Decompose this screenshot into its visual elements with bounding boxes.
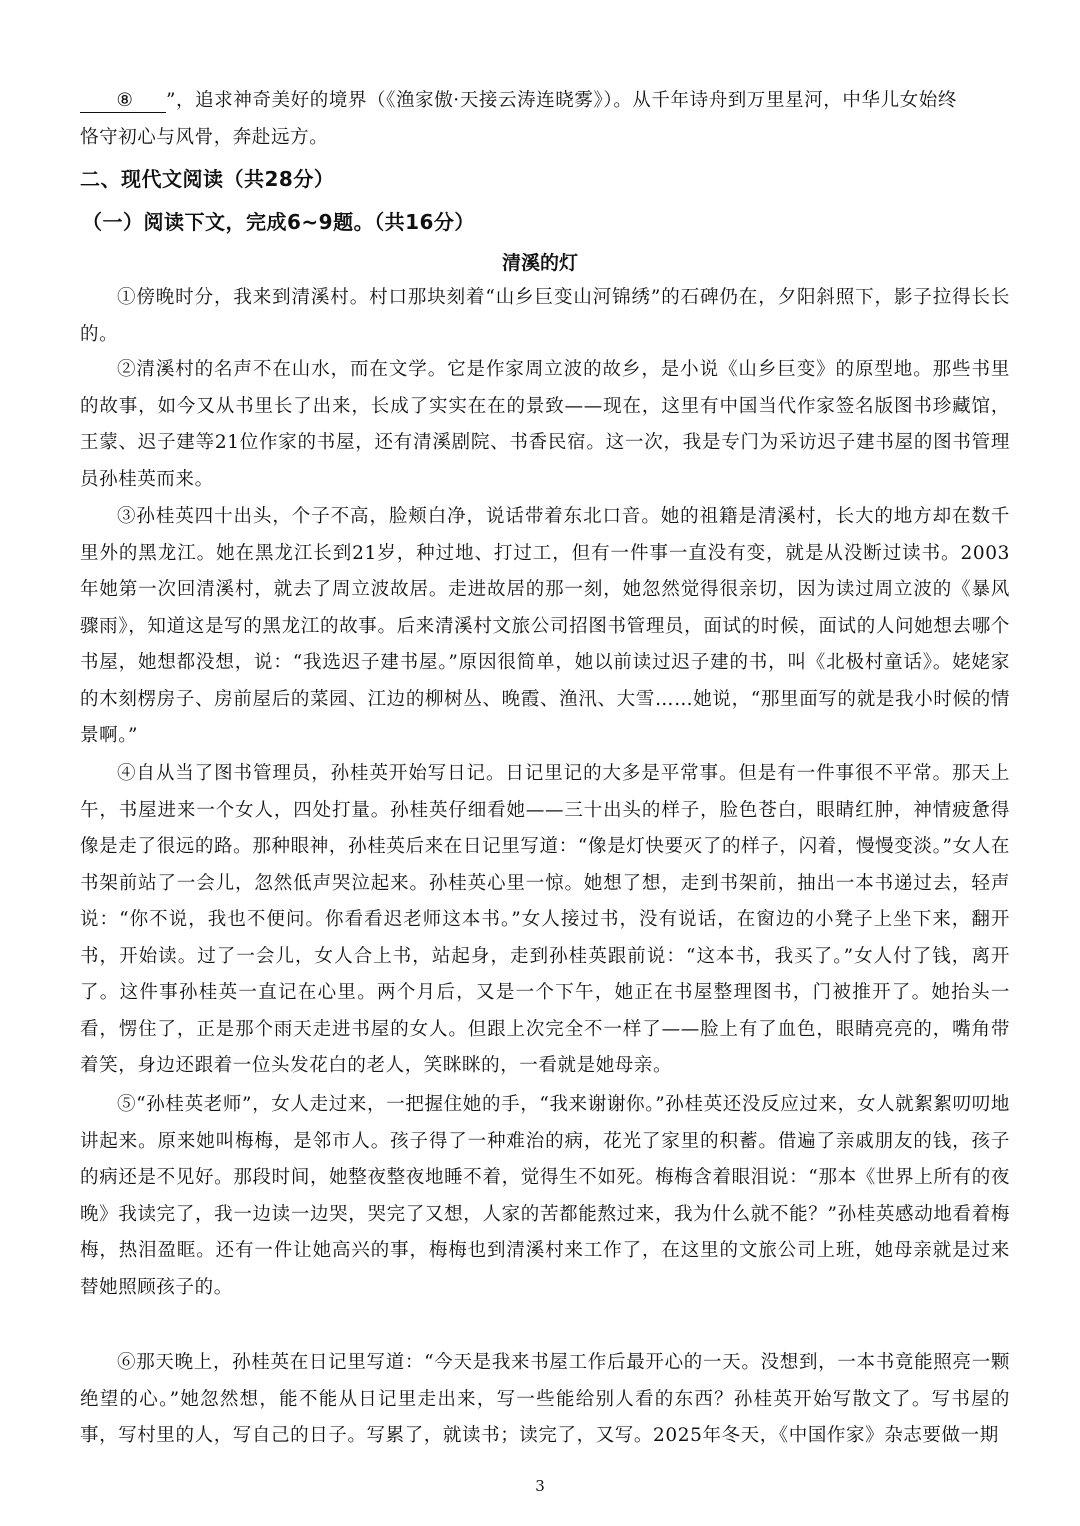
paragraph-4: ④自从当了图书管理员，孙桂英开始写日记。日记里记的大多是平常事。但是有一件事很不平常。那天上午，书屋进来一个女人，四处打量。孙桂英仔细看她——三十出头的样子，脸色苍白，眼睛红肿，神情疲惫得像是走了很远的路。那种眼神，孙桂英后来在日记里写道：“像是灯快要灭了的样子，闪着，慢慢变淡。”女人在书架前站了一会儿，忽然低声哭泣起来。孙桂英心里一惊。她想了想，走到书架前，抽出一本书递过去，轻声说：“你不说，我也不便问。你看看迟老师这本书。”女人接过书，没有说话，在窗边的小凳子上坐下来，翻开书，开始读。过了一会儿，女人合上书，站起身，走到孙桂英跟前说：“这本书，我买了。”女人付了钱，离开了。这件事孙桂英一直记在心里。两个月后，又是一个下午，她正在书屋整理图书，门被推开了。她抬头一看，愣住了，正是那个雨天走进书屋的女人。但跟上次完全不一样了——脸上有了血色，眼睛亮亮的，嘴角带着笑，身边还跟着一位头发花白的老人，笑眯眯的，一看就是她母亲。 — [80, 763, 1010, 1076]
question-fragment-line-2: 恪守初心与风骨，奔赴远方。 — [80, 127, 329, 148]
fragment-text: ”，追求神奇美好的境界（《渔家傲·天接云涛连晓雾》）。从千年诗舟到万里星河，中华儿女始终 — [166, 90, 957, 111]
page-number: 3 — [535, 1477, 545, 1495]
sub-heading: （一）阅读下文，完成6~9题。（共16分） — [82, 210, 475, 234]
article-title: 清溪的灯 — [501, 252, 578, 274]
paragraph-5: ⑤“孙桂英老师”，女人走过来，一把握住她的手，“我来谢谢你。”孙桂英还没反应过来，女人就絮絮叨叨地讲起来。原来她叫梅梅，是邻市人。孩子得了一种难治的病，花光了家里的积蓄。借遍了亲戚朋友的钱，孩子的病还是不见好。那段时间，她整夜整夜地睡不着，觉得生不如死。梅梅含着眼泪说：“那本《世界上所有的夜晚》我读完了，我一边读一边哭，哭完了又想，人家的苦都能熬过来，我为什么就不能？”孙桂英感动地看着梅梅，热泪盈眶。还有一件让她高兴的事，梅梅也到清溪村来工作了，在这里的文旅公司上班，她母亲就是过来替她照顾孩子的。 — [80, 1094, 1010, 1298]
paragraph-2: ②清溪村的名声不在山水，而在文学。它是作家周立波的故乡，是小说《山乡巨变》的原型地。那些书里的故事，如今又从书里长了出来，长成了实实在在的景致——现在，这里有中国当代作家签名版图书珍藏馆，王蒙、迟子建等21位作家的书屋，还有清溪剧院、书香民宿。这一次，我是专门为采访迟子建书屋的图书管理员孙桂英而来。 — [80, 359, 1010, 490]
paragraph-3: ③孙桂英四十出头，个子不高，脸颊白净，说话带着东北口音。她的祖籍是清溪村，长大的地方却在数千里外的黑龙江。她在黑龙江长到21岁，种过地、打过工，但有一件事一直没有变，就是从没断过读书。2003年她第一次回清溪村，就去了周立波故居。走进故居的那一刻，她忽然觉得很亲切，因为读过周立波的《暴风骤雨》，知道这是写的黑龙江的故事。后来清溪村文旅公司招图书管理员，面试的时候，面试的人问她想去哪个书屋，她想都没想，说：“我选迟子建书屋。”原因很简单，她以前读过迟子建的书，叫《北极村童话》。姥姥家的木刻楞房子、房前屋后的菜园、江边的柳树丛、晚霞、渔汛、大雪……她说，“那里面写的就是我小时候的情景啊。” — [80, 506, 1010, 746]
paragraph-6: ⑥那天晚上，孙桂英在日记里写道：“今天是我来书屋工作后最开心的一天。没想到，一本书竟能照亮一颗绝望的心。”她忽然想，能不能从日记里走出来，写一些能给别人看的东西？孙桂英开始写散文了。写书屋的事，写村里的人，写自己的日子。写累了，就读书；读完了，又写。2025年冬天，《中国作家》杂志要做一期 — [80, 1352, 1010, 1446]
question-fragment-line-1 — [80, 88, 1010, 114]
answer-blank-8[interactable] — [80, 90, 166, 113]
paragraph-1: ①傍晚时分，我来到清溪村。村口那块刻着“山乡巨变山河锦绣”的石碑仍在，夕阳斜照下，影子拉得长长的。 — [80, 287, 1010, 345]
blank-label: ⑧ — [116, 90, 134, 111]
section-heading: 二、现代文阅读（共28分） — [80, 167, 335, 191]
